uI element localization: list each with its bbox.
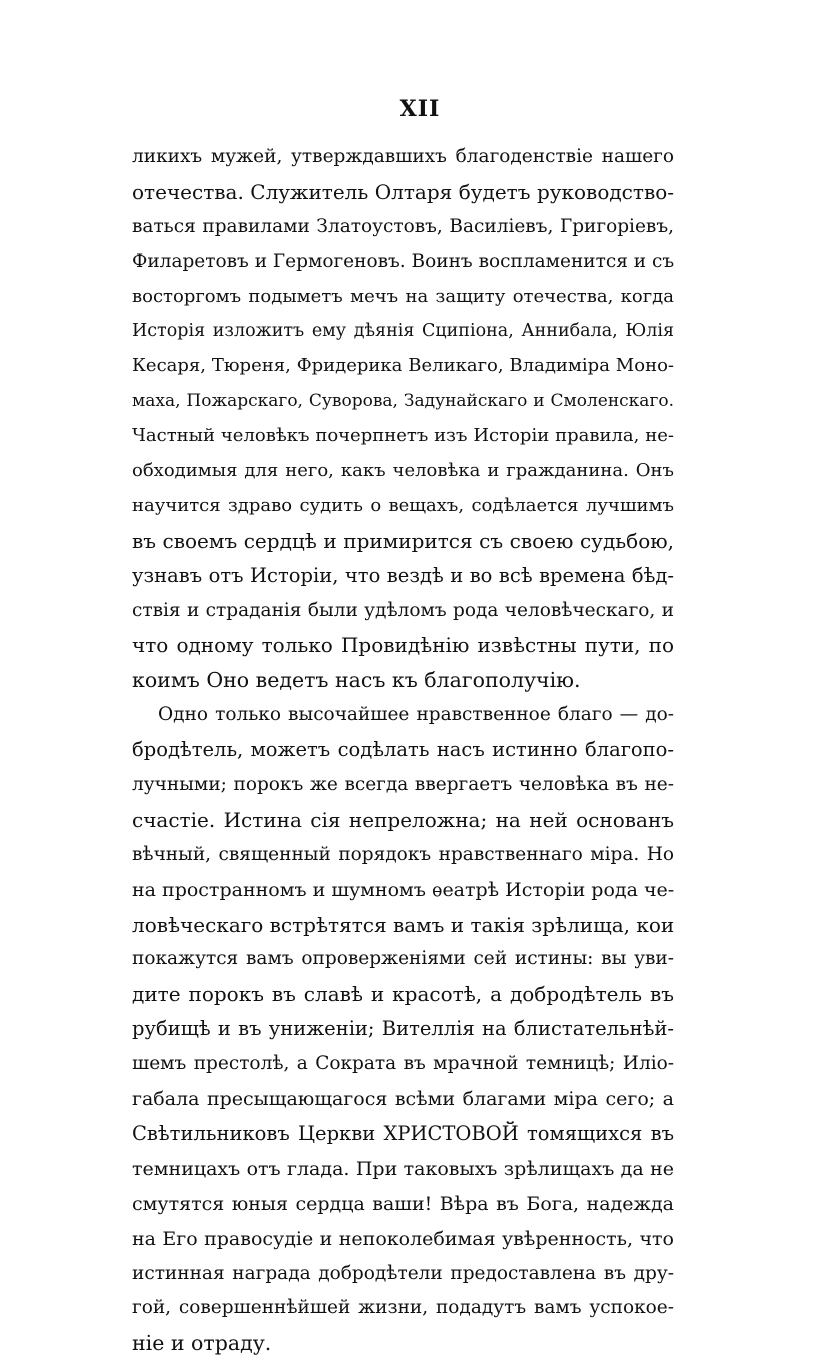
text-line: смутятся юныя сердца ваши! Вѣра въ Бога, надежда <box>132 1192 674 1215</box>
text-line: на Его правосудіе и непоколебимая увѣренность, что <box>132 1227 674 1250</box>
text-line: истинная награда добродѣтели предоставлена въ дру- <box>132 1262 674 1284</box>
text-line: темницахъ отъ глада. При таковыхъ зрѣлищахъ да не <box>132 1157 674 1180</box>
text-line: дите порокъ въ славѣ и красотѣ, а добродѣтель въ <box>132 982 674 1007</box>
text-line: маха, Пожарскаго, Суворова, Задунайскаго и Смоленскаго. <box>132 391 674 412</box>
text-line: въ своемъ сердцѣ и примирится съ своею судьбою, <box>132 528 674 553</box>
text-line: покажутся вамъ опроверженіями сей истины: вы уви- <box>132 948 674 970</box>
text-line: счастіе. Истина сія непреложна; на ней основанъ <box>132 807 674 832</box>
text-line: шемъ престолѣ, а Сократа въ мрачной темницѣ; Иліо- <box>132 1053 674 1075</box>
text-line: бродѣтель, можетъ содѣлать насъ истинно благопо- <box>132 738 674 762</box>
text-line: научится здраво судить о вещахъ, содѣлается лучшимъ <box>132 494 674 516</box>
text-line: Филаретовъ и Гермогеновъ. Воинъ воспламенится и съ <box>132 250 674 272</box>
text-line: Кесаря, Тюреня, Фридерика Великаго, Владиміра Моно- <box>132 355 674 377</box>
text-line: ніе и отраду. <box>132 1331 272 1356</box>
page-number: XII <box>399 96 441 122</box>
text-line: ваться правилами Златоустовъ, Василіевъ, Григоріевъ, <box>132 215 674 237</box>
body-text <box>132 140 674 1361</box>
text-line: гой, совершеннѣйшей жизни, подадутъ вамъ успокое- <box>132 1297 674 1319</box>
text-line: лучными; порокъ же всегда ввергаетъ человѣка въ не- <box>132 774 674 796</box>
text-line: Частный человѣкъ почерпнетъ изъ Исторіи правила, не- <box>132 425 674 447</box>
text-line: узнавъ отъ Исторіи, что вездѣ и во всѣ времена бѣд- <box>132 563 674 587</box>
text-line: ловѣческаго встрѣтятся вамъ и такія зрѣлища, кои <box>132 912 674 937</box>
text-line: ствія и страданія были удѣломъ рода человѣческаго, и <box>132 599 674 621</box>
text-line: на пространномъ и шумномъ ѳеатрѣ Исторіи рода че- <box>132 878 674 901</box>
text-line: что одному только Провидѣнію извѣстны пути, по <box>132 633 674 658</box>
text-line: габала пресыщающагося всѣми благами міра сего; а <box>132 1088 674 1111</box>
text-line: рубищѣ и въ униженіи; Вителлія на блистательнѣй- <box>132 1017 674 1041</box>
text-line: ликихъ мужей, утверждавшихъ благоденствіе нашего <box>132 146 674 167</box>
text-line: вѣчный, священный порядокъ нравственнаго міра. Но <box>132 843 674 865</box>
text-line: коимъ Оно ведетъ насъ къ благополучію. <box>132 668 581 693</box>
text-line: отечества. Служитель Олтаря будетъ руководство- <box>132 179 674 204</box>
text-line: Свѣтильниковъ Церкви ХРИСТОВОЙ томящихся въ <box>132 1121 674 1145</box>
text-line: восторгомъ подыметъ мечъ на защиту отечества, когда <box>132 285 674 307</box>
text-line: обходимыя для него, какъ человѣка и гражданина. Онъ <box>132 460 674 482</box>
text-line: Одно только высочайшее нравственное благо — до- <box>158 704 674 726</box>
text-line: Исторія изложитъ ему дѣянія Сципіона, Аннибала, Юлія <box>132 321 674 342</box>
